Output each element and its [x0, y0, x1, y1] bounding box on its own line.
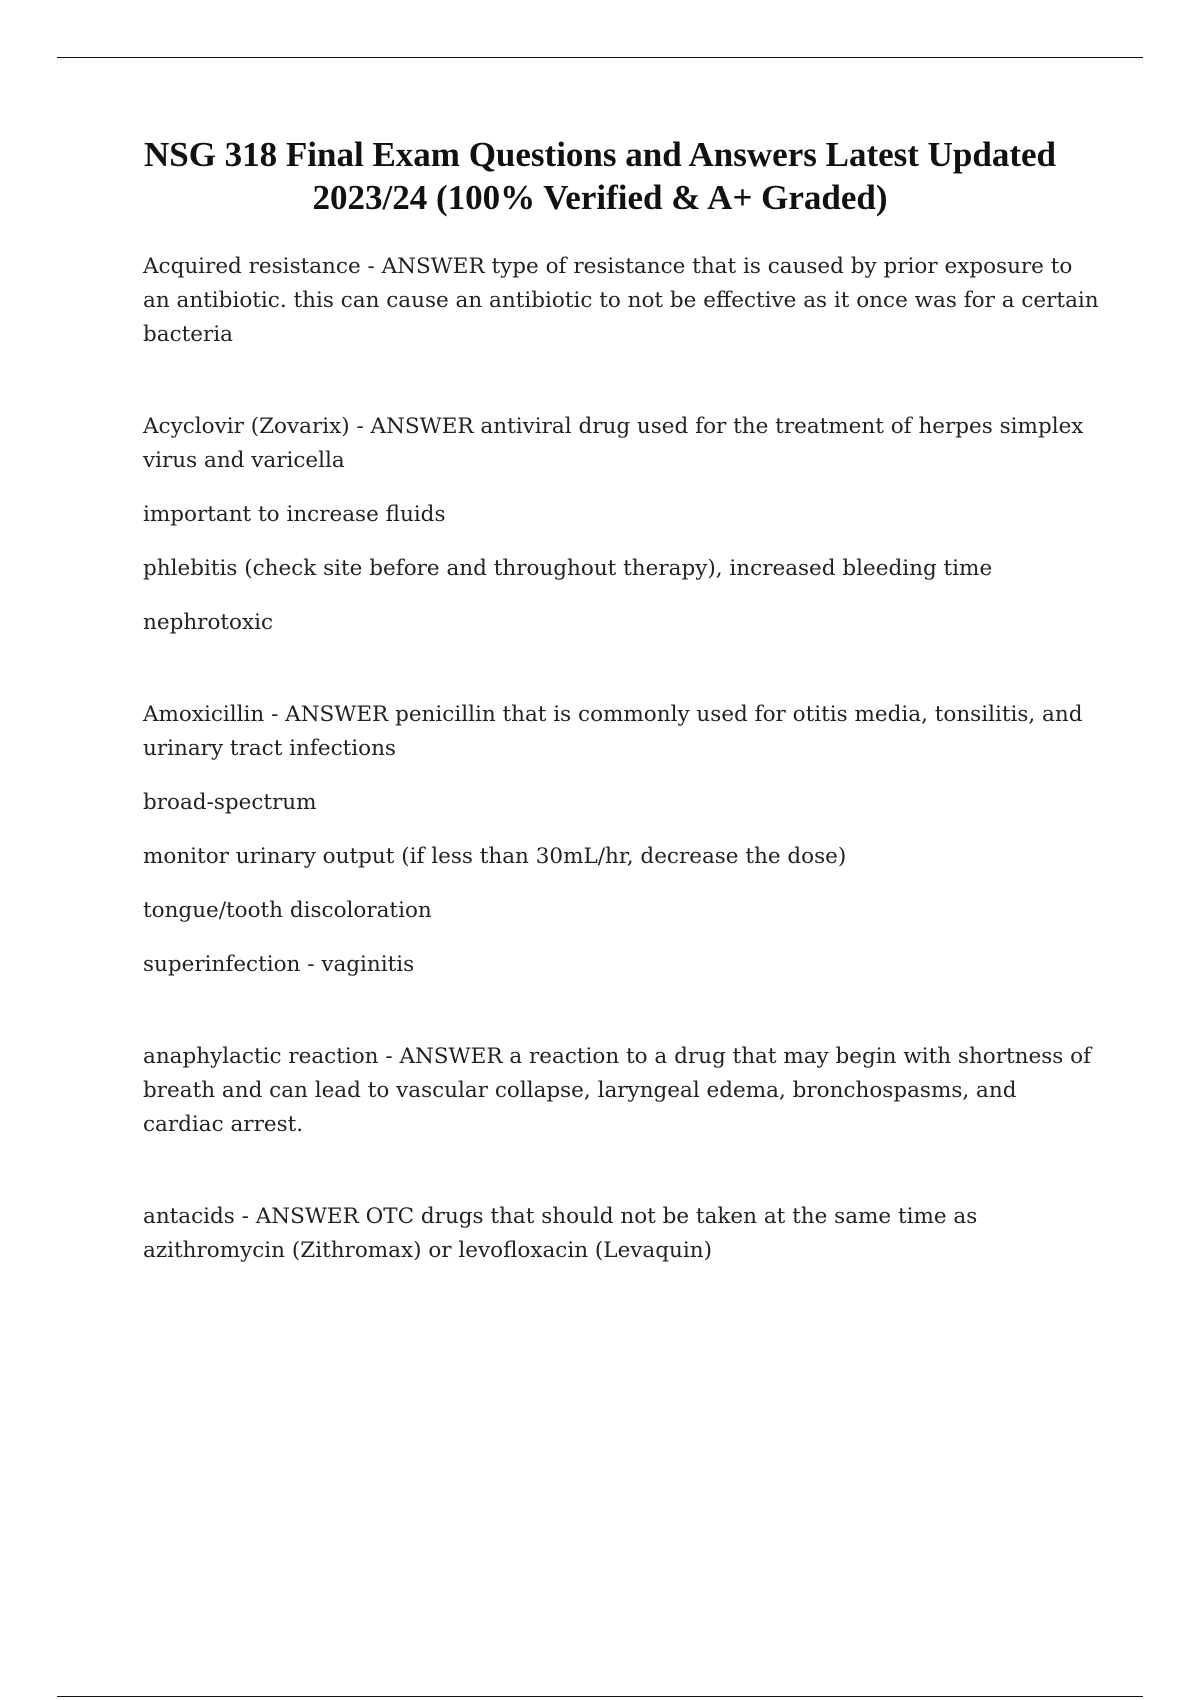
entry-paragraph: antacids - ANSWER OTC drugs that should not be taken at the same time as azithromycin (Zithromax) or levofloxacin (Levaquin)	[143, 1204, 978, 1263]
entry-acyclovir	[143, 410, 1103, 640]
entry-paragraph: tongue/tooth discoloration	[143, 898, 432, 923]
entry-paragraph: Acquired resistance - ANSWER type of resistance that is caused by prior exposure to an antibiotic. this can cause an antibiotic to not be effective as it once was for a certain bacteria	[143, 254, 1099, 347]
entry-paragraph: broad-spectrum	[143, 790, 317, 815]
entry-paragraph: phlebitis (check site before and throughout therapy), increased bleeding time	[143, 556, 993, 581]
entry-paragraph: Acyclovir (Zovarix) - ANSWER antiviral drug used for the treatment of herpes simplex virus and varicella	[143, 414, 1084, 473]
document-body	[143, 250, 1103, 1326]
title-line-2: 2023/24 (100% Verified & A+ Graded)	[312, 178, 888, 217]
entry-paragraph: nephrotoxic	[143, 610, 274, 635]
header-rule	[57, 57, 1143, 58]
document-title	[120, 133, 1080, 219]
entry-paragraph: anaphylactic reaction - ANSWER a reaction to a drug that may begin with shortness of breath and can lead to vascular collapse, laryngeal edema, bronchospasms, and cardiac arrest.	[143, 1044, 1092, 1137]
entry-anaphylactic-reaction	[143, 1040, 1103, 1142]
entry-paragraph: monitor urinary output (if less than 30mL/hr, decrease the dose)	[143, 844, 847, 869]
title-line-1: NSG 318 Final Exam Questions and Answers Latest Updated	[143, 135, 1057, 174]
entry-antacids	[143, 1200, 1103, 1268]
entry-acquired-resistance	[143, 250, 1103, 352]
entry-paragraph: superinfection - vaginitis	[143, 952, 415, 977]
footer-rule	[57, 1696, 1143, 1697]
entry-amoxicillin	[143, 698, 1103, 982]
entry-paragraph: important to increase fluids	[143, 502, 446, 527]
entry-paragraph: Amoxicillin - ANSWER penicillin that is commonly used for otitis media, tonsilitis, and urinary tract infections	[143, 702, 1083, 761]
